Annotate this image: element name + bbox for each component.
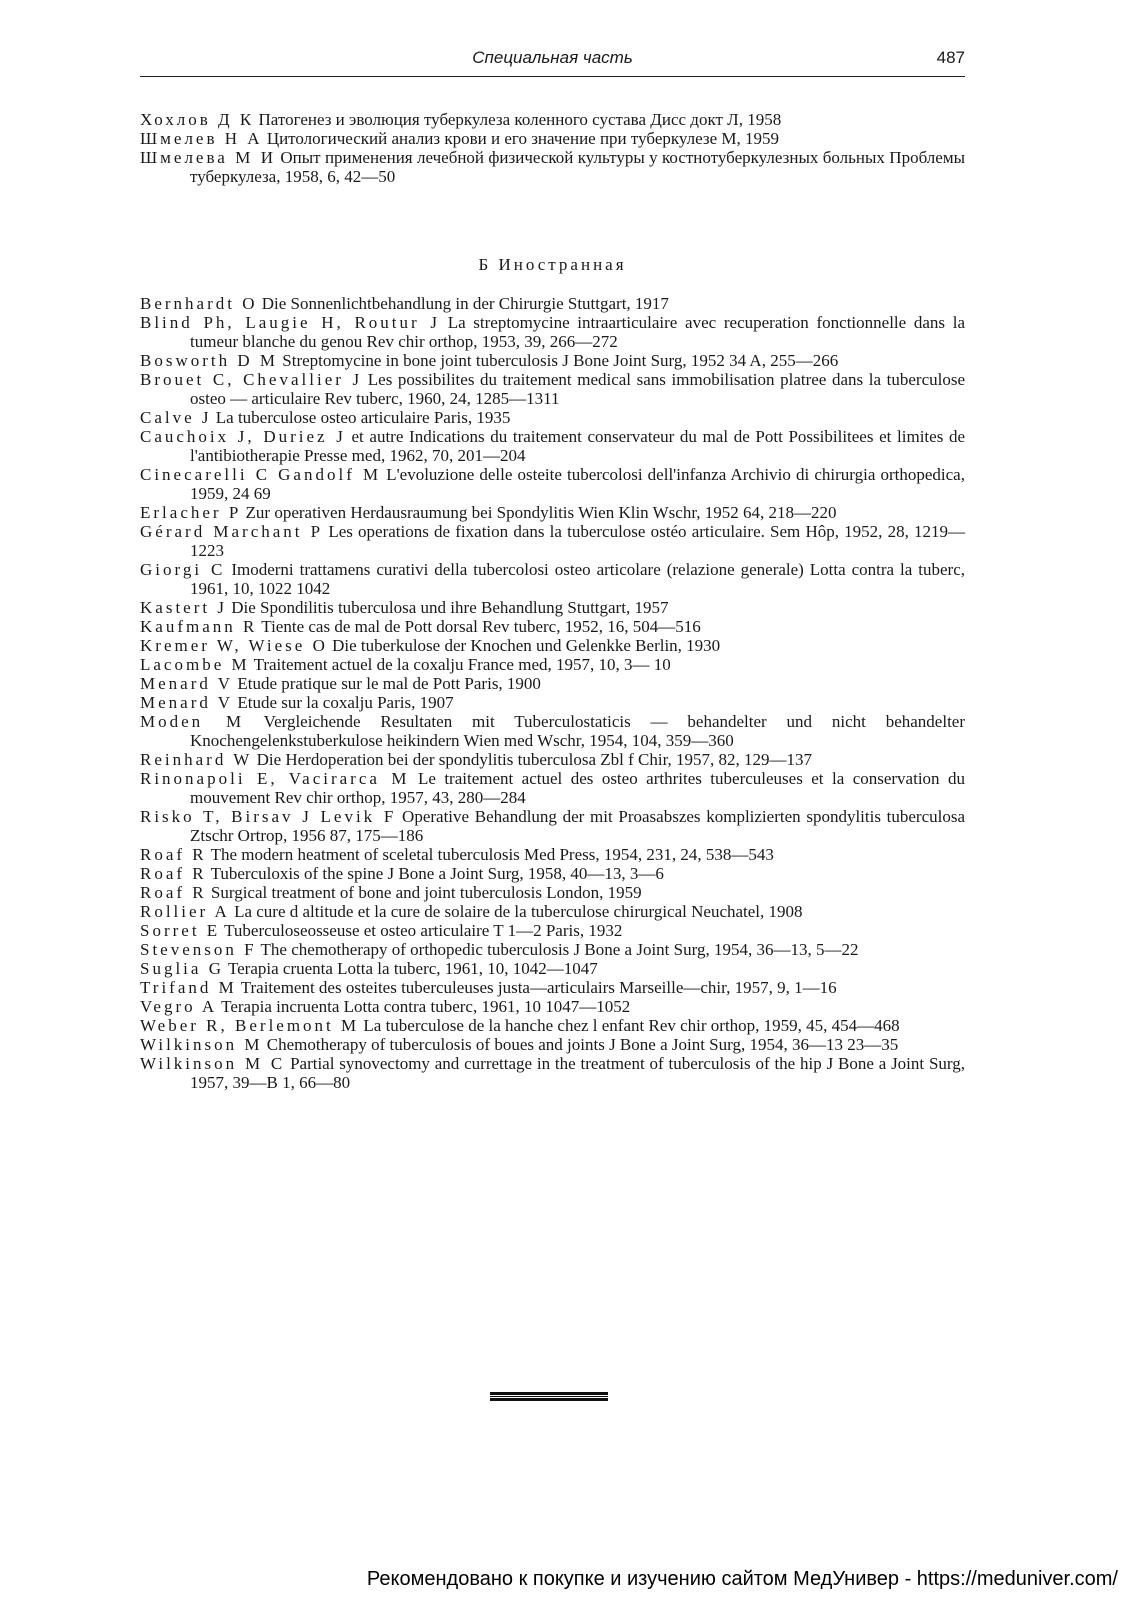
- footer-watermark: Рекомендовано к покупке и изучению сайтом МедУнивер - https://meduniver.com/: [366, 1568, 1118, 1590]
- reference-entry: [140, 883, 965, 902]
- reference-author: Calve J: [140, 408, 212, 427]
- reference-text: La streptomycine intraarticulaire avec recuperation fonctionnelle dans la tumeur blanche du genou Rev chir orthop, 1953, 39, 266—272: [190, 313, 965, 351]
- reference-author: Wilkinson M C: [140, 1054, 286, 1073]
- reference-entry: [140, 674, 965, 693]
- reference-text: The modern heatment of sceletal tuberculosis Med Press, 1954, 231, 24, 538—543: [210, 845, 774, 864]
- reference-author: Roaf R: [140, 864, 207, 883]
- reference-entry: [140, 902, 965, 921]
- reference-entry: [140, 978, 965, 997]
- reference-author: Sorret E: [140, 921, 221, 940]
- reference-text: Traitement des osteites tuberculeuses justa—articulairs Marseille—chir, 1957, 9, 1—16: [240, 978, 837, 997]
- reference-entry: [140, 294, 965, 313]
- reference-text: Terapia cruenta Lotta la tuberc, 1961, 10, 1042—1047: [227, 959, 598, 978]
- reference-entry: [140, 864, 965, 883]
- reference-author: Weber R, Berlemont M: [140, 1016, 360, 1035]
- reference-text: et autre Indications du traitement conservateur du mal de Pott Possibilitees et limites de l'antibiotherapie Presse med, 1962, 70, 201—204: [190, 427, 966, 465]
- reference-text: Tiente cas de mal de Pott dorsal Rev tuberc, 1952, 16, 504—516: [261, 617, 701, 636]
- reference-author: Moden M: [140, 712, 245, 731]
- reference-entry: [140, 110, 965, 129]
- reference-author: Шмелева М И: [140, 148, 276, 167]
- reference-entry: [140, 997, 965, 1016]
- references-foreign: [140, 294, 965, 1092]
- reference-text: Surgical treatment of bone and joint tuberculosis London, 1959: [210, 883, 642, 902]
- reference-text: Chemotherapy of tuberculosis of boues and joints J Bone a Joint Surg, 1954, 36—13 23—35: [266, 1035, 899, 1054]
- reference-text: Traitement actuel de la coxalju France med, 1957, 10, 3— 10: [253, 655, 671, 674]
- page-number: 487: [936, 48, 965, 67]
- reference-author: Suglia G: [140, 959, 224, 978]
- reference-author: Rollier A: [140, 902, 230, 921]
- reference-text: Zur operativen Herdausraumung bei Spondylitis Wien Klin Wschr, 1952 64, 218—220: [245, 503, 837, 522]
- reference-author: Bernhardt O: [140, 294, 258, 313]
- reference-author: Kremer W, Wiese O: [140, 636, 328, 655]
- reference-author: Gérard Marchant P: [140, 522, 324, 541]
- reference-entry: [140, 313, 965, 351]
- reference-text: Die tuberkulose der Knochen und Gelenkke Berlin, 1930: [332, 636, 721, 655]
- reference-entry: [140, 769, 965, 807]
- reference-text: Опыт применения лечебной физической культуры у костнотуберкулезных больных Проблемы туберкулеза, 1958, 6, 42—50: [190, 148, 966, 186]
- reference-text: Die Spondilitis tuberculosa und ihre Behandlung Stuttgart, 1957: [231, 598, 669, 617]
- reference-author: Roaf R: [140, 845, 207, 864]
- section-heading: Б Иностранная: [478, 255, 627, 274]
- reference-text: La tuberculose de la hanche chez l enfant Rev chir orthop, 1959, 45, 454—468: [363, 1016, 900, 1035]
- reference-entry: [140, 1054, 965, 1092]
- reference-entry: [140, 503, 965, 522]
- reference-author: Blind Ph, Laugie H, Routur J: [140, 313, 440, 332]
- reference-entry: [140, 560, 965, 598]
- reference-author: Kastert J: [140, 598, 227, 617]
- reference-author: Erlacher P: [140, 503, 242, 522]
- reference-entry: [140, 522, 965, 560]
- reference-entry: [140, 427, 965, 465]
- end-of-section-rule: [490, 1392, 608, 1401]
- reference-text: Les operations de fixation dans la tuberculose ostéo articulaire. Sem Hôp, 1952, 28, 1219—1223: [190, 522, 966, 560]
- reference-author: Kaufmann R: [140, 617, 258, 636]
- reference-entry: [140, 636, 965, 655]
- reference-author: Menard V: [140, 674, 234, 693]
- reference-entry: [140, 750, 965, 769]
- reference-author: Roaf R: [140, 883, 207, 902]
- reference-author: Trifand M: [140, 978, 237, 997]
- reference-entry: [140, 693, 965, 712]
- reference-entry: [140, 598, 965, 617]
- reference-text: Le traitement actuel des osteo arthrites tuberculeuses et la conservation du mouvement Rev chir orthop, 1957, 43, 280—284: [190, 769, 965, 807]
- reference-entry: [140, 1016, 965, 1035]
- reference-text: Streptomycine in bone joint tuberculosis J Bone Joint Surg, 1952 34 A, 255—266: [282, 351, 839, 370]
- reference-entry: [140, 129, 965, 148]
- reference-entry: [140, 959, 965, 978]
- reference-text: La cure d altitude et la cure de solaire de la tuberculose chirurgical Neuchatel, 1908: [234, 902, 803, 921]
- reference-author: Хохлов Д К: [140, 110, 255, 129]
- reference-entry: [140, 921, 965, 940]
- reference-author: Bosworth D M: [140, 351, 279, 370]
- reference-author: Lacombe M: [140, 655, 250, 674]
- reference-author: Vegro A: [140, 997, 218, 1016]
- reference-entry: [140, 408, 965, 427]
- reference-text: La tuberculose osteo articulaire Paris, 1935: [215, 408, 511, 427]
- reference-author: Wilkinson M: [140, 1035, 263, 1054]
- references-russian: [140, 110, 965, 186]
- reference-author: Stevenson F: [140, 940, 257, 959]
- reference-entry: [140, 1035, 965, 1054]
- reference-author: Reinhard W: [140, 750, 253, 769]
- reference-text: Terapia incruenta Lotta contra tuberc, 1961, 10 1047—1052: [221, 997, 631, 1016]
- reference-author: Cauchoix J, Duriez J: [140, 427, 346, 446]
- reference-entry: [140, 617, 965, 636]
- reference-text: Die Herdoperation bei der spondylitis tuberculosa Zbl f Chir, 1957, 82, 129—137: [256, 750, 813, 769]
- reference-author: Шмелев Н А: [140, 129, 263, 148]
- reference-text: Etude sur la coxalju Paris, 1907: [237, 693, 454, 712]
- reference-author: Giorgi C: [140, 560, 226, 579]
- reference-text: Etude pratique sur le mal de Pott Paris, 1900: [237, 674, 541, 693]
- reference-entry: [140, 712, 965, 750]
- reference-entry: [140, 807, 965, 845]
- reference-entry: [140, 370, 965, 408]
- reference-text: Vergleichende Resultaten mit Tuberculostaticis — behandelter und nicht behandelter Knochengelenkstuberkulose heikindern Wien med Wschr, 1954, 104, 359—360: [190, 712, 965, 750]
- reference-author: Rinonapoli E, Vacirarca M: [140, 769, 410, 788]
- reference-text: Operative Behandlung der mit Proasabszes komplizierten spondylitis tuberculosa Ztschr Ortrop, 1956 87, 175—186: [190, 807, 966, 845]
- header-title: Специальная часть: [472, 48, 633, 67]
- reference-text: Tuberculoxis of the spine J Bone a Joint Surg, 1958, 40—13, 3—6: [210, 864, 664, 883]
- reference-entry: [140, 845, 965, 864]
- reference-text: Les possibilites du traitement medical sans immobilisation platree dans la tuberculose osteo — articulaire Rev tuberc, 1960, 24, 1285—1311: [190, 370, 965, 408]
- reference-text: Die Sonnenlichtbehandlung in der Chirurgie Stuttgart, 1917: [261, 294, 669, 313]
- reference-entry: [140, 465, 965, 503]
- reference-text: Патогенез и эволюция туберкулеза коленного сустава Дисс докт Л, 1958: [258, 110, 782, 129]
- reference-entry: [140, 351, 965, 370]
- reference-text: Цитологический анализ крови и его значение при туберкулезе М, 1959: [266, 129, 779, 148]
- reference-entry: [140, 940, 965, 959]
- reference-text: The chemotherapy of orthopedic tuberculosis J Bone a Joint Surg, 1954, 36—13, 5—22: [260, 940, 859, 959]
- reference-author: Menard V: [140, 693, 234, 712]
- reference-author: Cinecarelli C Gandolf M: [140, 465, 382, 484]
- reference-text: Tuberculoseosseuse et osteo articulaire T 1—2 Paris, 1932: [224, 921, 623, 940]
- reference-text: L'evoluzione delle osteite tubercolosi dell'infanza Archivio di chirurgia orthopedica, 1959, 24 69: [190, 465, 965, 503]
- reference-text: Partial synovectomy and currettage in the treatment of tuberculosis of the hip J Bone a Joint Surg, 1957, 39—B 1, 66—80: [190, 1054, 966, 1092]
- reference-entry: [140, 148, 965, 186]
- reference-author: Brouet C, Chevallier J: [140, 370, 363, 389]
- running-header: [140, 48, 965, 77]
- reference-author: Risko T, Birsav J Levik F: [140, 807, 397, 826]
- reference-entry: [140, 655, 965, 674]
- reference-text: Imoderni trattamens curativi della tubercolosi osteo articolare (relazione generale) Lotta contra la tuberc, 1961, 10, 1022 1042: [190, 560, 966, 598]
